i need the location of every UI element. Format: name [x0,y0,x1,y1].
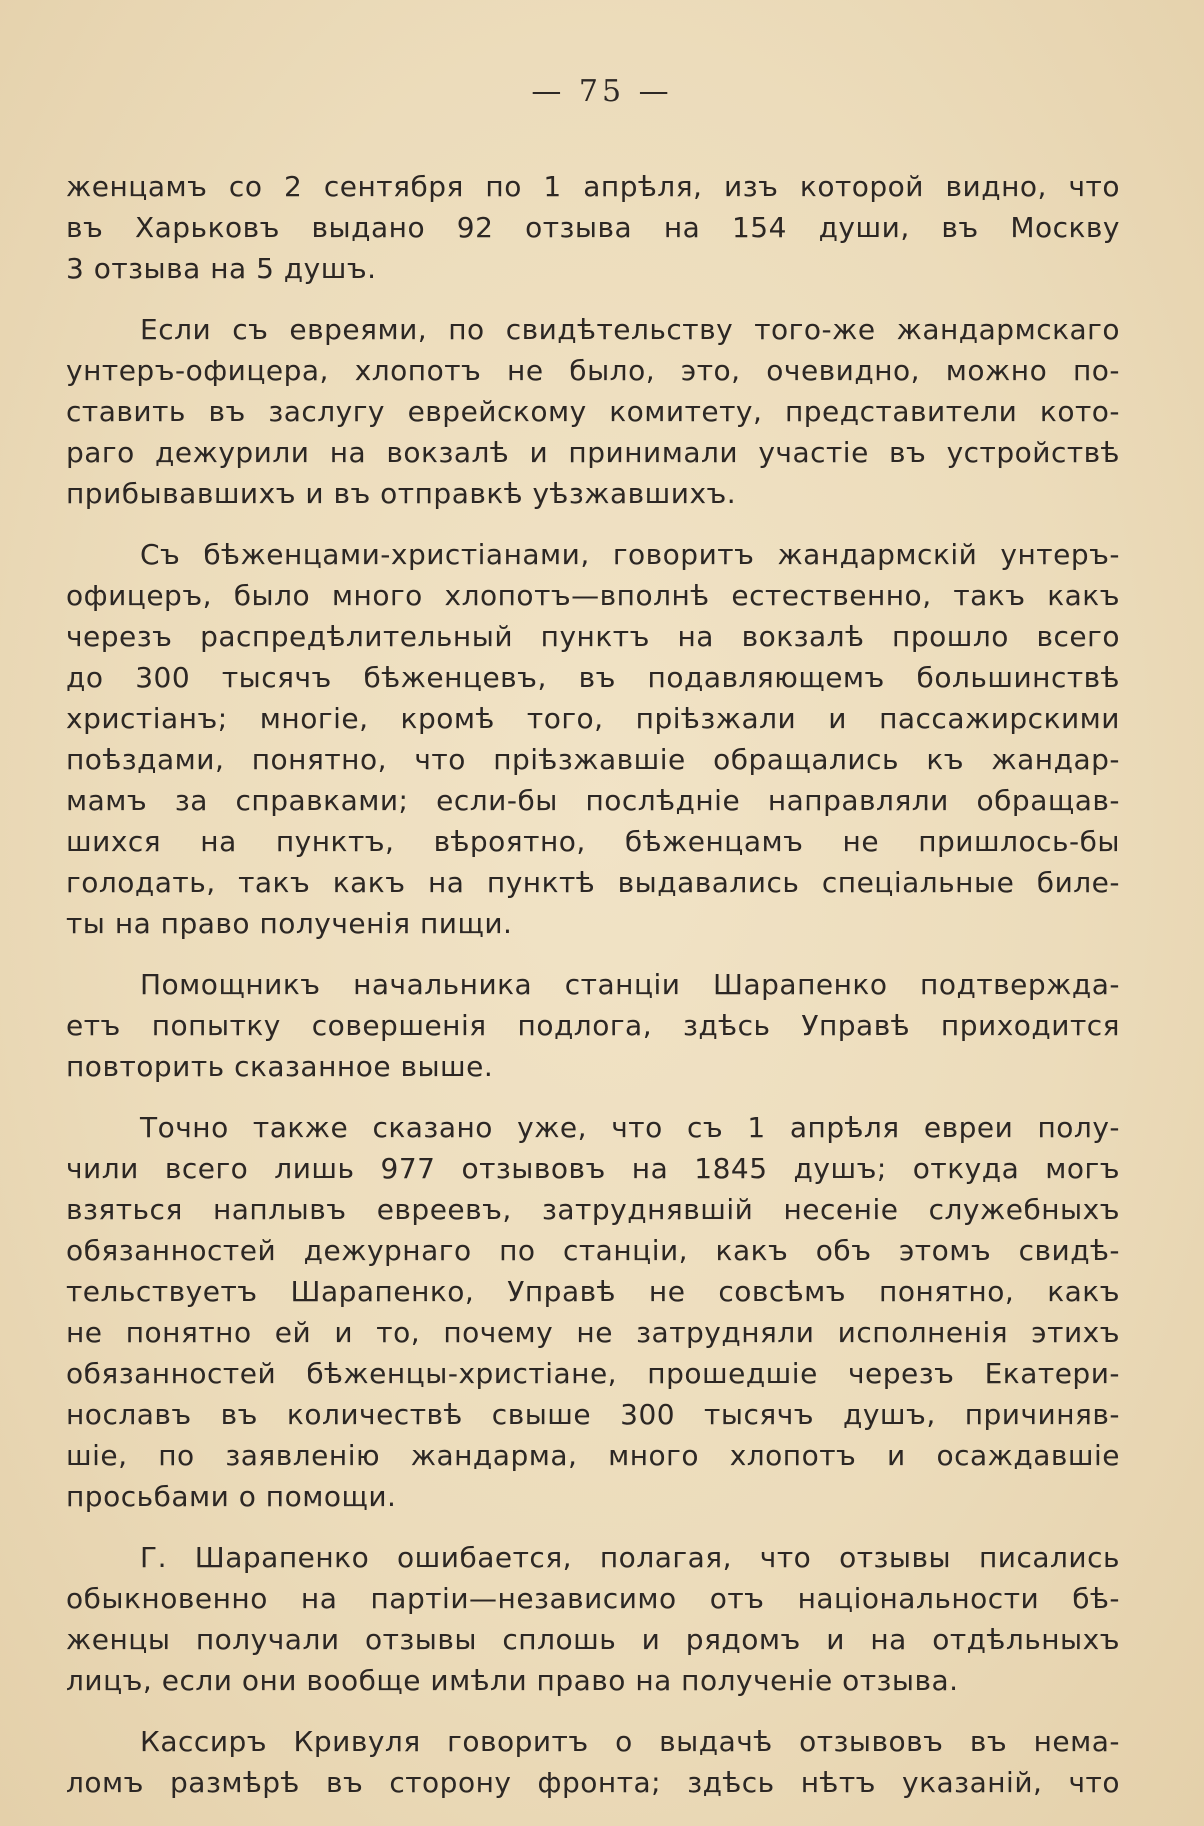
text-line: Помощникъ начальника станціи Шарапенко подтвержда- [140,968,1120,1001]
text-line: раго дежурили на вокзалѣ и принимали участіе въ устройствѣ [66,436,1120,469]
text-line: голодать, такъ какъ на пунктѣ выдавались спеціальные билe- [66,866,1120,899]
text-line: лицъ, если они вообще имѣли право на полученіе отзыва. [66,1664,959,1697]
text-line: нославъ въ количествѣ свыше 300 тысячъ душъ, причиняв- [66,1398,1120,1431]
text-line: женцы получали отзывы сплошь и рядомъ и на отдѣльныхъ [66,1623,1120,1656]
text-line: офицеръ, было много хлопотъ—вполнѣ естественно, такъ какъ [66,579,1120,612]
paragraph [66,964,1120,1087]
text-line: Точно также сказано уже, что съ 1 апрѣля евреи полу- [140,1111,1120,1144]
text-line: Кассиръ Кривуля говоритъ о выдачѣ отзывовъ въ нема- [140,1725,1120,1758]
paragraph [66,534,1120,944]
paragraph [66,1721,1120,1803]
text-line: чили всего лишь 977 отзывовъ на 1845 душъ; откуда могъ [66,1152,1120,1185]
text-line: не понятно ей и то, почему не затрудняли исполненія этихъ [66,1316,1120,1349]
text-line: христіанъ; многіе, кромѣ того, пріѣзжали и пассажирскими [66,702,1120,735]
text-line: черезъ распредѣлительный пунктъ на вокзалѣ прошло всего [66,620,1120,653]
text-line: Г. Шарапенко ошибается, полагая, что отзывы писались [140,1541,1120,1574]
text-line: шіе, по заявленію жандарма, много хлопотъ и осаждавшіе [66,1439,1120,1472]
text-line: до 300 тысячъ бѣженцевъ, въ подавляющемъ большинствѣ [66,661,1120,694]
text-line: ставить въ заслугу еврейскому комитету, представители кото- [66,395,1120,428]
text-line: тельствуетъ Шарапенко, Управѣ не совсѣмъ понятно, какъ [66,1275,1120,1308]
text-line: ты на право полученія пищи. [66,907,513,940]
text-line: мамъ за справками; если-бы послѣдніе направляли обращав- [66,784,1120,817]
paragraph [66,1107,1120,1517]
text-line: просьбами о помощи. [66,1480,397,1513]
text-line: обязанностей дежурнаго по станціи, какъ объ этомъ свидѣ- [66,1234,1120,1267]
text-line: въ Харьковъ выдано 92 отзыва на 154 души, въ Москву [66,211,1120,244]
paragraph [66,166,1120,289]
text-line: поѣздами, понятно, что пріѣзжавшіе обращались къ жандар- [66,743,1120,776]
text-body [66,166,1120,1823]
text-line: прибывавшихъ и въ отправкѣ уѣзжавшихъ. [66,477,737,510]
text-line: 3 отзыва на 5 душъ. [66,252,377,285]
page-number: — 75 — [531,74,673,109]
text-line: женцамъ со 2 сентября по 1 апрѣля, изъ которой видно, что [66,170,1120,203]
paragraph [66,1537,1120,1701]
text-line: унтеръ-офицера, хлопотъ не было, это, очевидно, можно по- [66,354,1120,387]
text-line: Если съ евреями, по свидѣтельству того-же жандармскаго [140,313,1120,346]
text-line: обыкновенно на партіи—независимо отъ національности бѣ- [66,1582,1120,1615]
text-line: обязанностей бѣженцы-христіане, прошедшіе черезъ Екатери- [66,1357,1120,1390]
text-line: ломъ размѣрѣ въ сторону фронта; здѣсь нѣтъ указаній, что [66,1766,1120,1799]
text-line: повторить сказанное выше. [66,1050,494,1083]
text-line: етъ попытку совершенія подлога, здѣсь Управѣ приходится [66,1009,1120,1042]
text-line: шихся на пунктъ, вѣроятно, бѣженцамъ не пришлось-бы [66,825,1120,858]
paragraph [66,309,1120,514]
text-line: взяться наплывъ евреевъ, затруднявшій несеніе служебныхъ [66,1193,1120,1226]
text-line: Съ бѣженцами-христіанами, говоритъ жандармскій унтеръ- [140,538,1120,571]
